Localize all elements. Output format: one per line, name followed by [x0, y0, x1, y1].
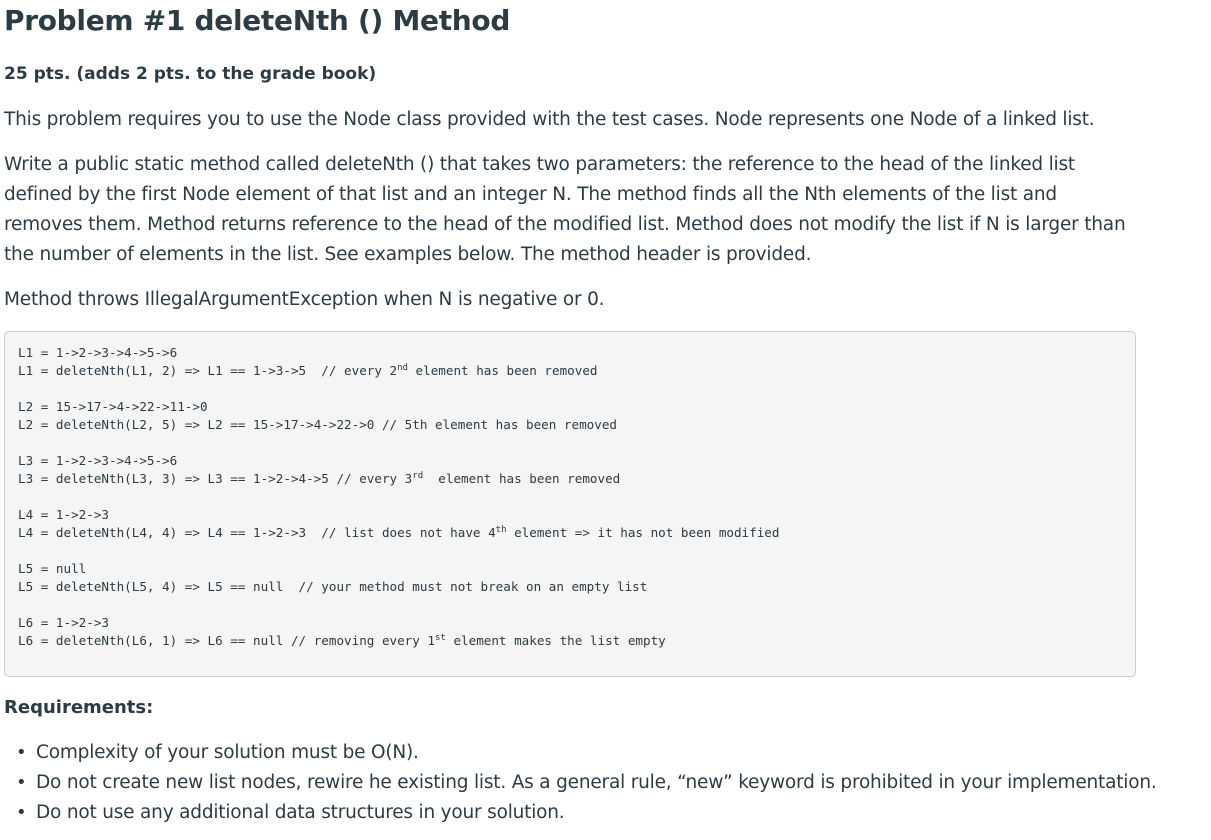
list-definition: L3 = 1->2->3->4->5->6 — [18, 453, 178, 468]
method-call-line — [18, 416, 779, 434]
requirements-list — [4, 738, 1194, 828]
method-call-line — [18, 632, 779, 650]
code-text: L6 = deleteNth(L6, 1) => L6 == null // removing every 1 — [18, 633, 436, 648]
ordinal-suffix: st — [435, 633, 446, 643]
example-group — [18, 398, 779, 434]
list-definition: L5 = null — [18, 561, 87, 576]
bullet-icon: • — [16, 772, 27, 793]
example-group — [18, 506, 779, 542]
code-text: element => it has not been modified — [506, 525, 780, 540]
code-text: element makes the list empty — [445, 633, 666, 648]
examples-code-block — [4, 331, 1136, 677]
method-call-line — [18, 470, 779, 488]
example-group — [18, 344, 779, 380]
list-item — [4, 768, 1194, 798]
method-call-line — [18, 362, 779, 380]
page-title: Problem #1 deleteNth () Method — [4, 4, 511, 37]
code-text: L2 = deleteNth(L2, 5) => L2 == 15->17->4->22->0 // 5th element has been removed — [18, 417, 617, 432]
requirement-text: Complexity of your solution must be O(N). — [36, 742, 419, 763]
intro-paragraph: This problem requires you to use the Node class provided with the test cases. Node represents one Node of a linked list. — [4, 109, 1095, 130]
method-call-line — [18, 578, 779, 596]
example-group — [18, 452, 779, 488]
points-note: 25 pts. (adds 2 pts. to the grade book) — [4, 64, 377, 84]
description-paragraph: Write a public static method called deleteNth () that takes two parameters: the reference to the head of the linked list defined by the first Node element of that list and an integer N. The method finds all the Nth elements of the list and removes them. Method returns reference to the head of the modified list. Method does not modify the list if N is larger than the number of elements in the list. See examples below. The method header is provided. — [4, 154, 1126, 265]
list-definition: L4 = 1->2->3 — [18, 507, 109, 522]
list-definition: L1 = 1->2->3->4->5->6 — [18, 345, 178, 360]
example-group — [18, 560, 779, 596]
list-item — [4, 798, 1194, 828]
bullet-icon: • — [16, 802, 27, 823]
exception-paragraph: Method throws IllegalArgumentException when N is negative or 0. — [4, 289, 605, 310]
ordinal-suffix: nd — [397, 363, 408, 373]
requirements-heading: Requirements: — [4, 697, 154, 718]
code-text: element has been removed — [423, 471, 621, 486]
code-text: element has been removed — [407, 363, 598, 378]
ordinal-suffix: rd — [412, 471, 424, 481]
code-text: L5 = deleteNth(L5, 4) => L5 == null // your method must not break on an empty list — [18, 579, 648, 594]
list-item — [4, 738, 1194, 768]
code-text: L3 = deleteNth(L3, 3) => L3 == 1->2->4->5 // every 3 — [18, 471, 413, 486]
example-group — [18, 614, 779, 650]
requirement-text: Do not use any additional data structures in your solution. — [36, 802, 565, 823]
method-call-line — [18, 524, 779, 542]
bullet-icon: • — [16, 742, 27, 763]
code-text: L1 = deleteNth(L1, 2) => L1 == 1->3->5 // every 2 — [18, 363, 398, 378]
ordinal-suffix: th — [495, 525, 507, 535]
list-definition: L2 = 15->17->4->22->11->0 — [18, 399, 208, 414]
code-text: L4 = deleteNth(L4, 4) => L4 == 1->2->3 // list does not have 4 — [18, 525, 496, 540]
requirement-text: Do not create new list nodes, rewire he existing list. As a general rule, “new” keyword is prohibited in your implementation. — [36, 772, 1157, 793]
list-definition: L6 = 1->2->3 — [18, 615, 109, 630]
